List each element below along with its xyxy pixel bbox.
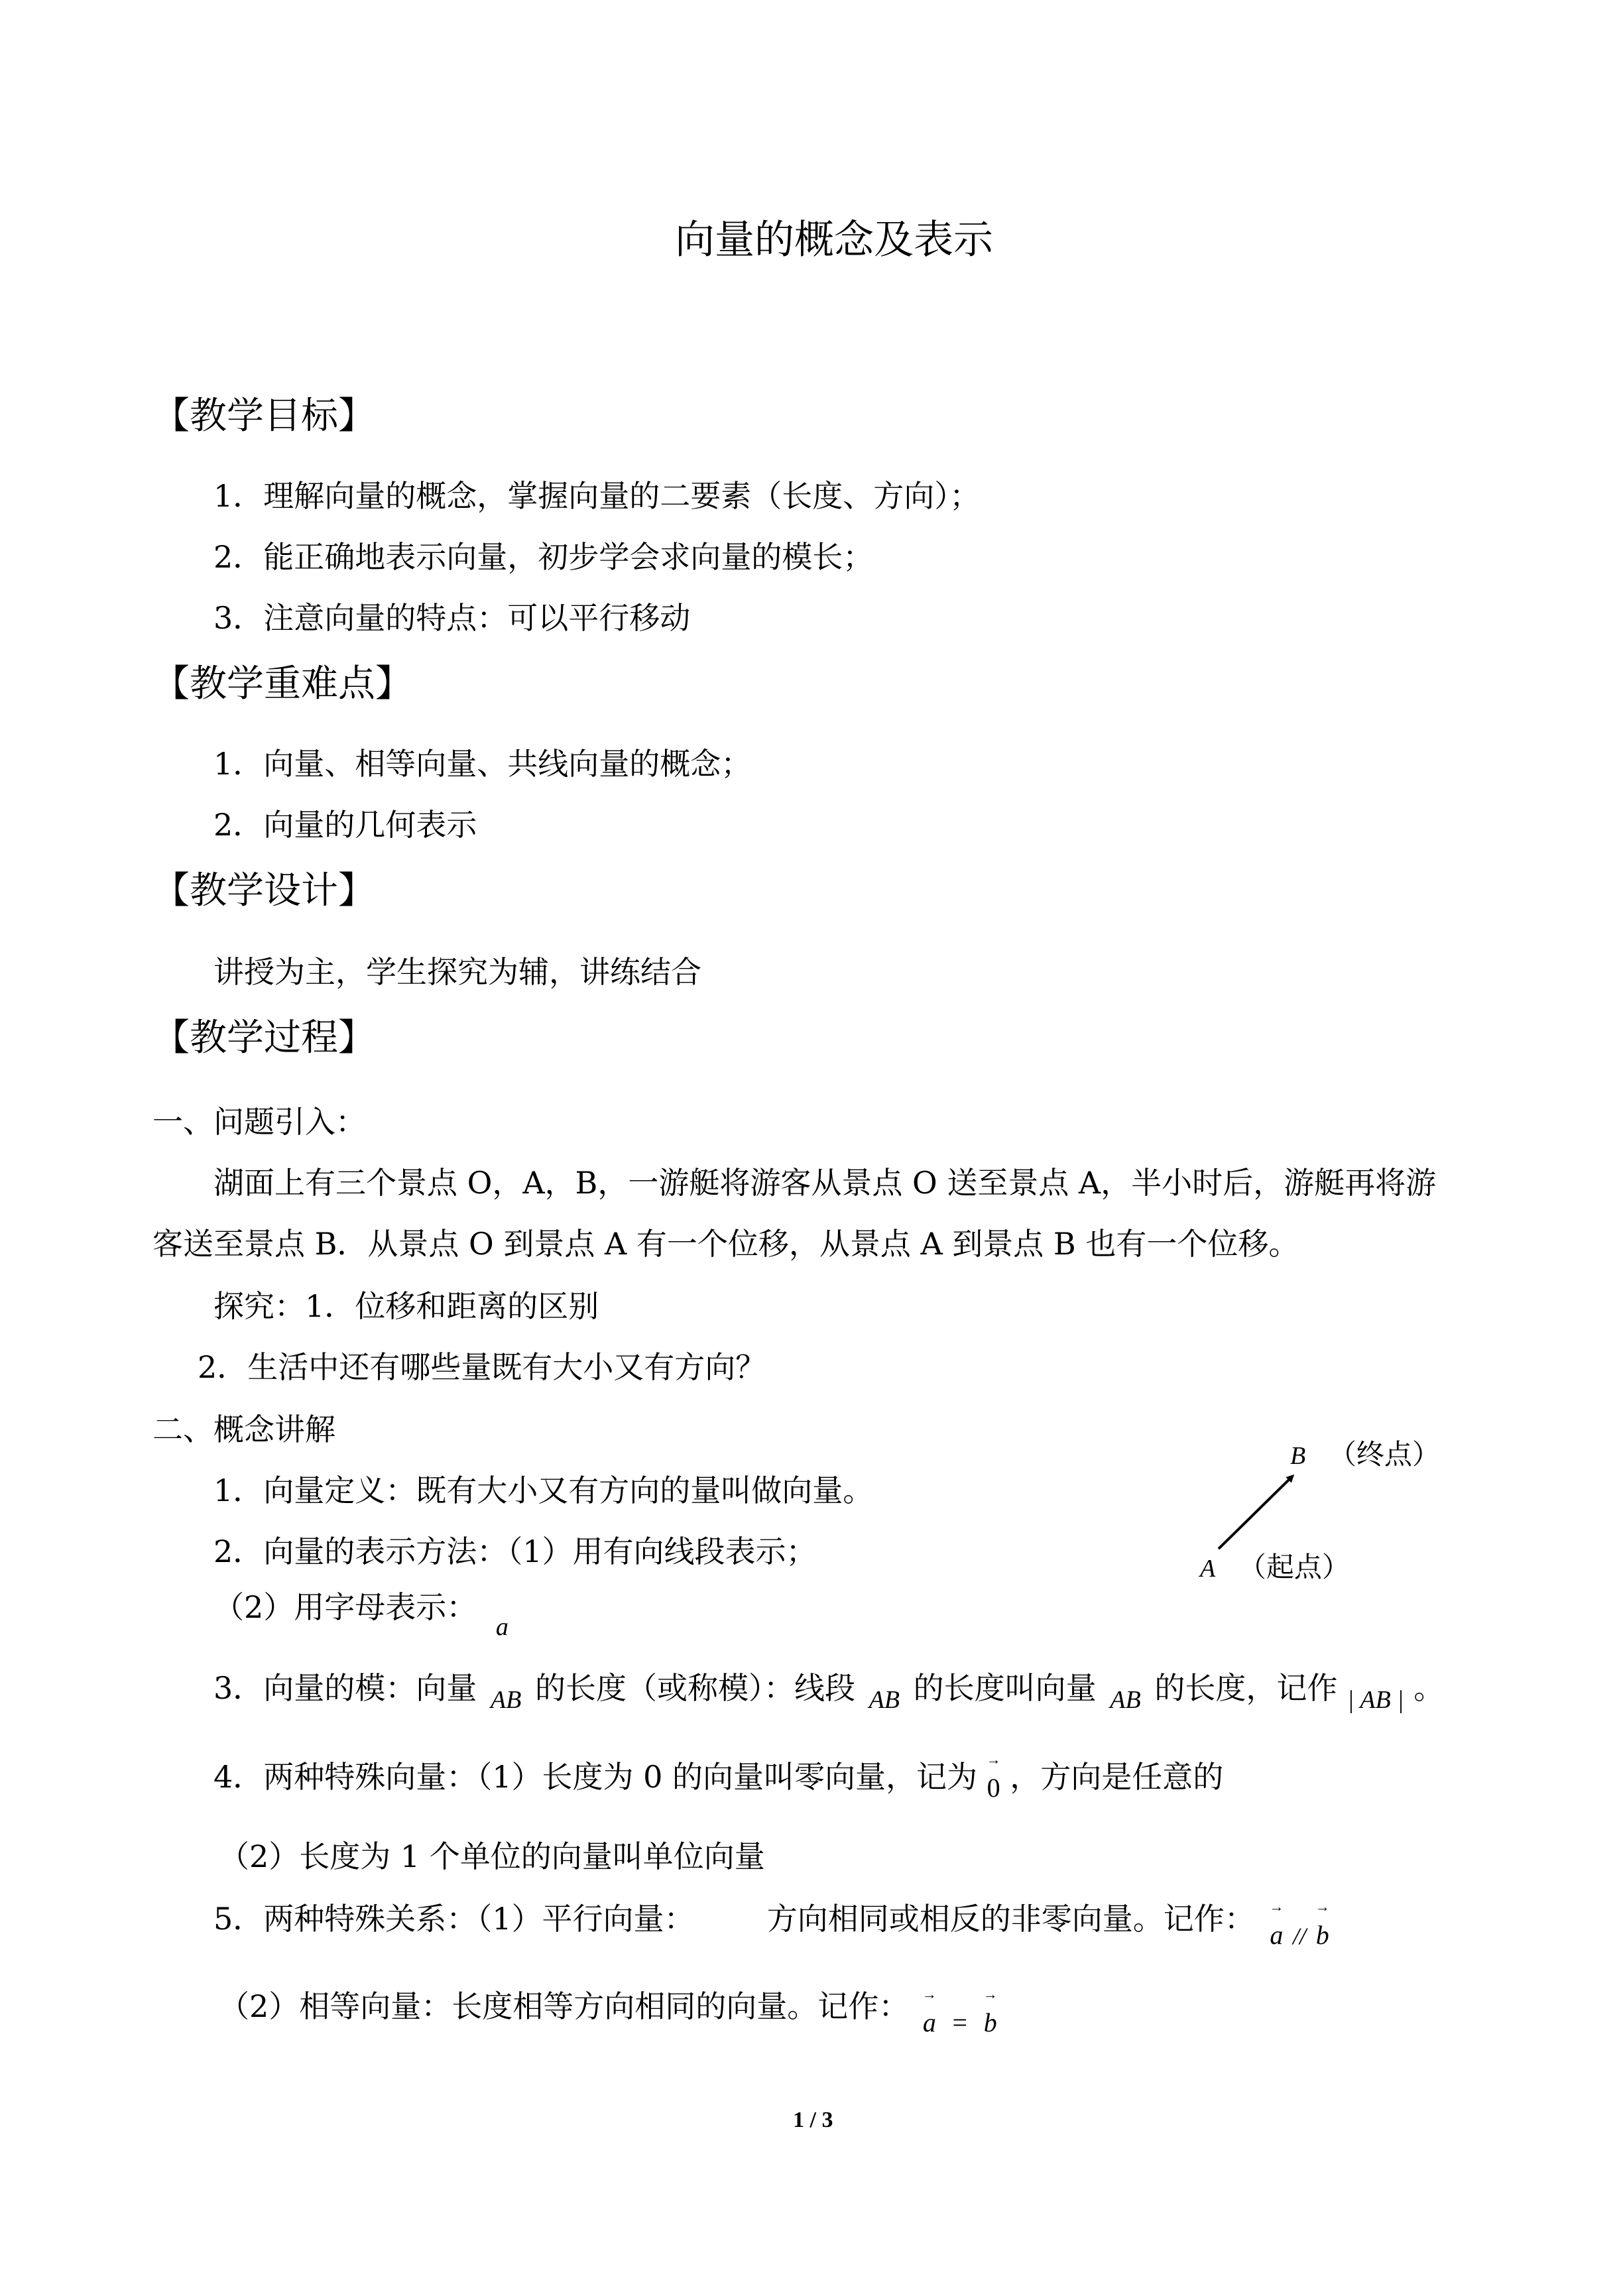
vector-AB-symbol: AB	[490, 1686, 522, 1714]
definition-4b: （2）长度为 1 个单位的向量叫单位向量	[219, 1839, 765, 1874]
def5-text: 5．两种特殊关系：（1）平行向量：	[213, 1901, 695, 1937]
vector-arrow-icon: →	[1269, 1898, 1284, 1915]
section-heading-process: 【教学过程】	[152, 1016, 375, 1059]
def3-text: 的长度（或称模）：线段	[534, 1670, 855, 1706]
def5-text: 方向相同或相反的非零向量。记作：	[766, 1901, 1255, 1937]
def3-text: 。	[1413, 1670, 1445, 1706]
directed-segment-arrow	[1219, 1476, 1293, 1549]
diagram-end-point	[1290, 1433, 1440, 1476]
segment-AB-symbol: AB	[869, 1686, 900, 1714]
vector-arrow-icon: →	[1315, 1898, 1330, 1915]
part1-heading: 一、问题引入：	[152, 1104, 366, 1140]
vector-a-symbol: → a	[922, 1986, 937, 2037]
start-point-note: （起点）	[1238, 1551, 1350, 1583]
definition-2: 2．向量的表示方法：（1）用有向线段表示；	[213, 1534, 817, 1569]
vector-a-symbol: → a	[1269, 1898, 1284, 1950]
objective-item: 3．注意向量的特点：可以平行移动	[213, 600, 691, 636]
vector-b-symbol: → b	[1315, 1898, 1330, 1950]
def3-text: 的长度叫向量	[913, 1670, 1097, 1706]
zero-vector-symbol: → 0	[986, 1751, 1001, 1803]
definition-2b-text: （2）用字母表示：	[213, 1589, 477, 1625]
part1-paragraph-line2: 客送至景点 B．从景点 O 到景点 A 有一个位移，从景点 A 到景点 B 也有一个位移。	[152, 1226, 1299, 1262]
part1-paragraph-line1: 湖面上有三个景点 O，A，B，一游艇将游客从景点 O 送至景点 A，半小时后，游艇再将游	[213, 1165, 1437, 1201]
def4-text: 4．两种特殊向量：（1）长度为 0 的向量叫零向量，记为	[213, 1759, 978, 1795]
vector-symbol-a: a	[495, 1613, 509, 1641]
page-title: 向量的概念及表示	[675, 217, 993, 263]
vector-AB-symbol: AB	[1110, 1686, 1141, 1714]
def5b-text: （2）相等向量：长度相等方向相同的向量。记作：	[219, 1988, 910, 2024]
page-number: 1 / 3	[793, 2108, 833, 2132]
vector-arrow-icon: →	[922, 1986, 937, 2002]
explore-item: 探究：1．位移和距离的区别	[213, 1288, 599, 1324]
part2-heading: 二、概念讲解	[152, 1412, 335, 1447]
key-point-item: 2．向量的几何表示	[213, 807, 477, 843]
explore-item: 2．生活中还有哪些量既有大小又有方向？	[198, 1349, 766, 1385]
end-point-note: （终点）	[1328, 1438, 1440, 1471]
definition-1: 1．向量定义：既有大小又有方向的量叫做向量。	[213, 1473, 874, 1508]
key-point-item: 1．向量、相等向量、共线向量的概念；	[213, 746, 752, 782]
vector-arrow-icon: →	[983, 1986, 998, 2002]
def3-text: 3．向量的模：向量	[213, 1670, 477, 1706]
start-point-label: A	[1200, 1555, 1216, 1583]
vector-b-symbol: → b	[983, 1986, 998, 2037]
section-heading-key-points: 【教学重难点】	[152, 662, 412, 705]
objective-item: 1．理解向量的概念，掌握向量的二要素（长度、方向）；	[213, 478, 981, 514]
section-heading-objectives: 【教学目标】	[152, 394, 375, 438]
vector-modulus-symbol: | AB |	[1347, 1686, 1404, 1714]
def4-text: ，方向是任意的	[1010, 1759, 1224, 1795]
design-text: 讲授为主，学生探究为辅，讲练结合	[213, 954, 701, 990]
diagram-start-point	[1200, 1546, 1350, 1589]
equals-operator: =	[952, 2008, 968, 2037]
end-point-label: B	[1290, 1442, 1306, 1470]
parallel-operator: //	[1293, 1923, 1307, 1949]
vector-arrow-icon: →	[986, 1751, 1001, 1768]
objective-item: 2．能正确地表示向量，初步学会求向量的模长；	[213, 539, 874, 575]
section-heading-design: 【教学设计】	[152, 869, 375, 912]
def3-text: 的长度，记作	[1154, 1670, 1338, 1706]
